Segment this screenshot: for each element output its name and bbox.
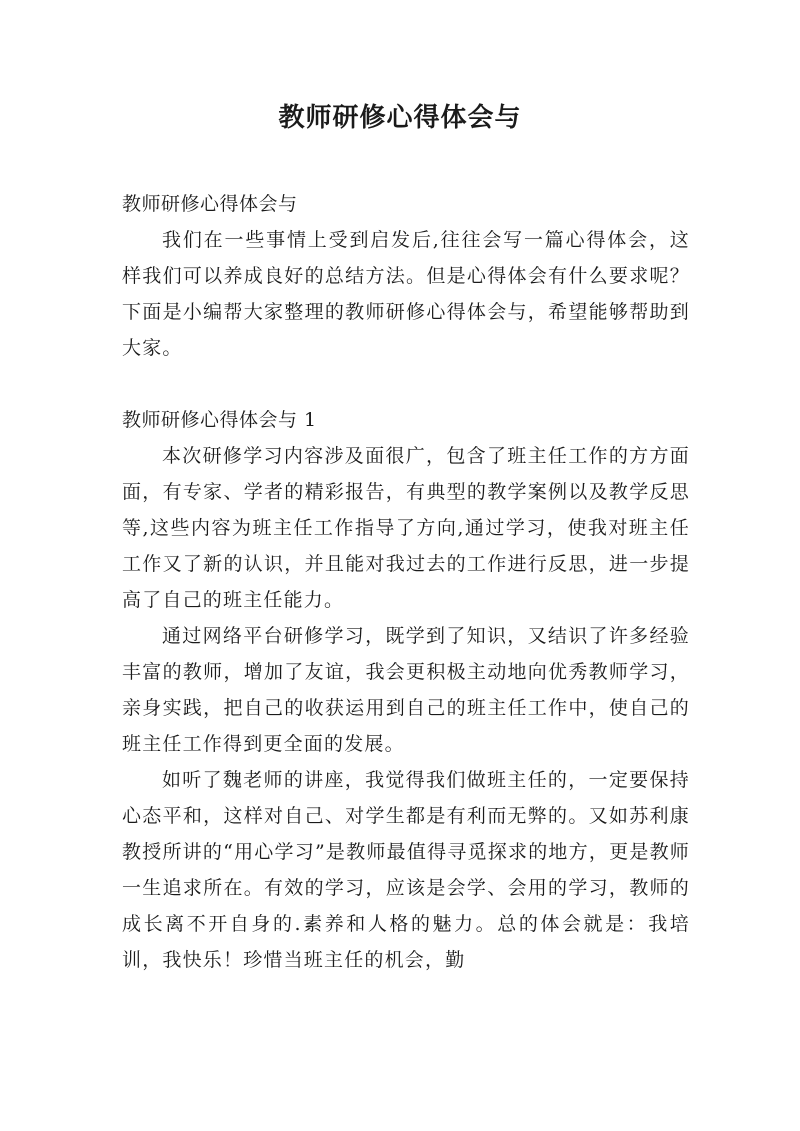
section-spacer bbox=[122, 366, 690, 402]
document-subtitle: 教师研修心得体会与 bbox=[122, 193, 298, 215]
body-paragraph: 如听了魏老师的讲座，我觉得我们做班主任的，一定要保持心态平和，这样对自己、对学生都是有利而无弊的。又如苏利康教授所讲的“用心学习”是教师最值得寻觅探求的地方，更是教师一生追求所在。有效的学习，应该是会学、会用的学习，教师的成长离不开自身的.素养和人格的魅力。总的体会就是：我培训，我快乐！珍惜当班主任的机会，勤 bbox=[122, 769, 690, 971]
document-title: 教师研修心得体会与 bbox=[278, 103, 522, 133]
section-heading: 教师研修心得体会与 1 bbox=[122, 409, 317, 431]
intro-paragraph: 我们在一些事情上受到启发后,往往会写一篇心得体会，这样我们可以养成良好的总结方法。但是心得体会有什么要求呢？下面是小编帮大家整理的教师研修心得体会与，希望能够帮助到大家。 bbox=[122, 229, 690, 359]
document-body bbox=[122, 186, 690, 978]
body-paragraph: 本次研修学习内容涉及面很广，包含了班主任工作的方方面面，有专家、学者的精彩报告，有典型的教学案例以及教学反思等,这些内容为班主任工作指导了方向,通过学习，使我对班主任工作又了新的认识，并且能对我过去的工作进行反思，进一步提高了自己的班主任能力。 bbox=[122, 445, 690, 611]
body-paragraph: 通过网络平台研修学习，既学到了知识，又结识了许多经验丰富的教师，增加了友谊，我会更积极主动地向优秀教师学习，亲身实践，把自己的收获运用到自己的班主任工作中，使自己的班主任工作得到更全面的发展。 bbox=[122, 625, 690, 755]
